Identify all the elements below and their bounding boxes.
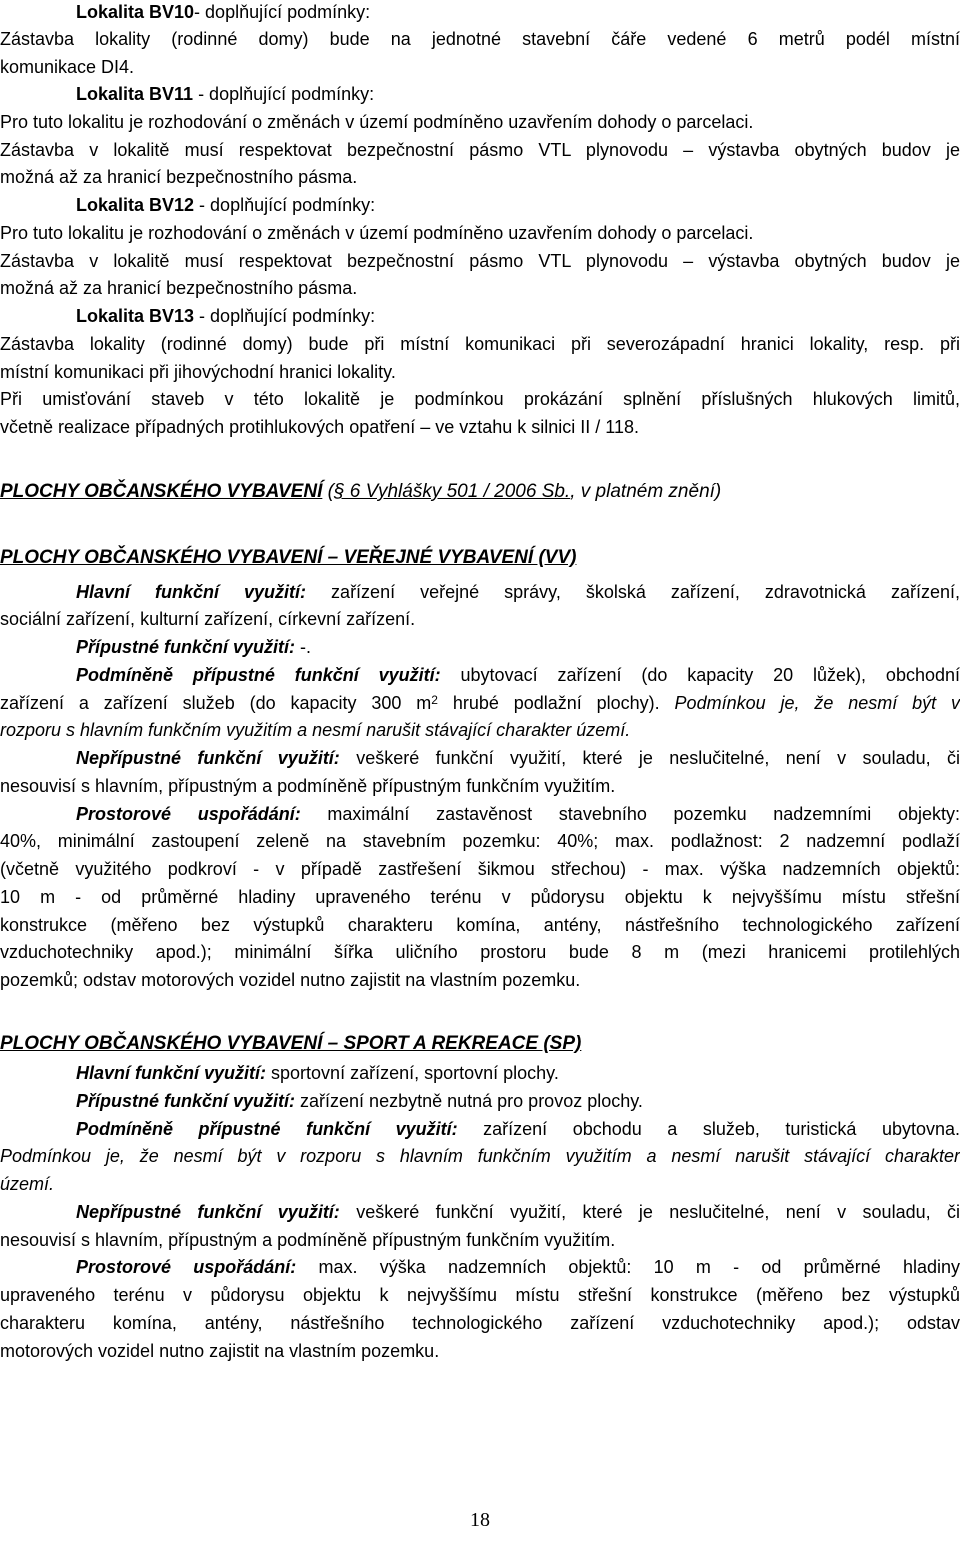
sp-prostorove-line: motorových vozidel nutno zajistit na vlastním pozemku.: [0, 1341, 440, 1361]
vv-hlavni-line: sociální zařízení, kulturní zařízení, církevní zařízení.: [0, 609, 416, 629]
bv13-text-line: Při umisťování staveb v této lokalitě je podmínkou prokázání splnění příslušných hlukových limitů,: [0, 389, 960, 409]
bv12-text-line: možná až za hranicí bezpečnostního pásma.: [0, 278, 358, 298]
bv13-text-line: Zástavba lokality (rodinné domy) bude při místní komunikaci při severozápadní hranici lokality, resp. při: [0, 334, 960, 354]
bv11-text-line: Zástavba v lokalitě musí respektovat bezpečnostní pásmo VTL plynovodu – výstavba obytných budov je: [0, 140, 960, 160]
vv-prostorove-line: 40%, minimální zastoupení zeleně na stavebním pozemku: 40%; max. podlažnost: 2 nadzemní podlaží: [0, 831, 960, 851]
section-heading-vv: PLOCHY OBČANSKÉHO VYBAVENÍ – VEŘEJNÉ VYBAVENÍ (VV): [0, 547, 577, 568]
sp-pripustne-line: Přípustné funkční využití: zařízení nezbytně nutná pro provoz plochy.: [76, 1091, 643, 1111]
bv12-text-line: Pro tuto lokalitu je rozhodování o změnách v území podmíněno uzavřením dohody o parcelaci.: [0, 223, 754, 243]
section-heading-ov: PLOCHY OBČANSKÉHO VYBAVENÍ (§ 6 Vyhlášky 501 / 2006 Sb., v platném znění): [0, 481, 722, 502]
bv13-text-line: včetně realizace případných protihlukových opatření – ve vztahu k silnici II / 118.: [0, 417, 640, 437]
bv11-text-line: Pro tuto lokalitu je rozhodování o změnách v území podmíněno uzavřením dohody o parcelaci.: [0, 112, 754, 132]
sp-podminene-line: území.: [0, 1174, 55, 1194]
vv-nepripustne-line: nesouvisí s hlavním, přípustným a podmíněně přípustným funkčním využitím.: [0, 776, 616, 796]
bv10-text-line: Zástavba lokality (rodinné domy) bude na jednotné stavební čáře vedené 6 metrů podél místní: [0, 29, 960, 49]
bv10-heading: Lokalita BV10- doplňující podmínky:: [76, 2, 371, 22]
vv-prostorove-line: vzduchotechniky apod.); minimální šířka uličního prostoru bude 8 m (mezi hranicemi protilehlých: [0, 942, 960, 962]
bv10-text-line: komunikace DI4.: [0, 57, 135, 77]
sp-prostorove-line: upraveného terénu v půdorysu objektu k nejvyššímu místu střešní konstrukce (měřeno bez výstupků: [0, 1285, 960, 1305]
sp-nepripustne-line: nesouvisí s hlavním, přípustným a podmíněně přípustným funkčním využitím.: [0, 1230, 616, 1250]
bv13-heading: Lokalita BV13 - doplňující podmínky:: [76, 306, 376, 326]
bv12-heading: Lokalita BV12 - doplňující podmínky:: [76, 195, 376, 215]
vv-podminene-line: Podmíněně přípustné funkční využití: ubytovací zařízení (do kapacity 20 lůžek), obchodní: [76, 665, 960, 685]
vv-nepripustne-line: Nepřípustné funkční využití: veškeré funkční využití, které je neslučitelné, není v souladu, či: [76, 748, 960, 768]
bv13-text-line: místní komunikaci při jihovýchodní hranici lokality.: [0, 362, 396, 382]
bv11-heading: Lokalita BV11 - doplňující podmínky:: [76, 84, 375, 104]
page-number: 18: [470, 1509, 490, 1531]
section-heading-sp: PLOCHY OBČANSKÉHO VYBAVENÍ – SPORT A REKREACE (SP): [0, 1033, 582, 1054]
vv-prostorove-line: 10 m - od průměrné hladiny upraveného terénu v půdorysu objektu k nejvyššímu místu střešní: [0, 887, 960, 907]
vv-prostorove-line: konstrukce (měřeno bez výstupků charakteru komína, antény, nástřešního technologického zařízení: [0, 915, 960, 935]
sp-hlavni-line: Hlavní funkční využití: sportovní zařízení, sportovní plochy.: [76, 1063, 559, 1083]
sp-podminene-line: Podmíněně přípustné funkční využití: zařízení obchodu a služeb, turistická ubytovna.: [76, 1119, 960, 1139]
bv12-text-line: Zástavba v lokalitě musí respektovat bezpečnostní pásmo VTL plynovodu – výstavba obytných budov je: [0, 251, 960, 271]
sp-prostorove-line: charakteru komína, antény, nástřešního technologického zařízení vzduchotechniky apod.); odstav: [0, 1313, 960, 1333]
vv-prostorove-line: (včetně využitého podkroví - v případě zastřešení šikmou střechou) - max. výška nadzemních objektů:: [0, 859, 960, 879]
sp-nepripustne-line: Nepřípustné funkční využití: veškeré funkční využití, které je neslučitelné, není v souladu, či: [76, 1202, 960, 1222]
sp-podminene-line: Podmínkou je, že nesmí být v rozporu s hlavním funkčním využitím a nesmí narušit stávající charakter: [0, 1146, 960, 1166]
vv-podminene-line: rozporu s hlavním funkčním využitím a nesmí narušit stávající charakter území.: [0, 720, 631, 740]
vv-podminene-line: zařízení a zařízení služeb (do kapacity 300 $m^2$ hrubé podlažní plochy). Podmínkou je, že nesmí být v: [0, 693, 960, 713]
bv11-text-line: možná až za hranicí bezpečnostního pásma.: [0, 167, 358, 187]
vv-prostorove-line: Prostorové uspořádání: maximální zastavěnost stavebního pozemku nadzemními objekty:: [76, 804, 960, 824]
vv-pripustne-line: Přípustné funkční využití: -.: [76, 637, 312, 657]
sp-prostorove-line: Prostorové uspořádání: max. výška nadzemních objektů: 10 m - od průměrné hladiny: [76, 1257, 960, 1277]
vv-hlavni-line: Hlavní funkční využití: zařízení veřejné správy, školská zařízení, zdravotnická zařízení,: [76, 582, 960, 602]
vv-prostorove-line: pozemků; odstav motorových vozidel nutno zajistit na vlastním pozemku.: [0, 970, 581, 990]
